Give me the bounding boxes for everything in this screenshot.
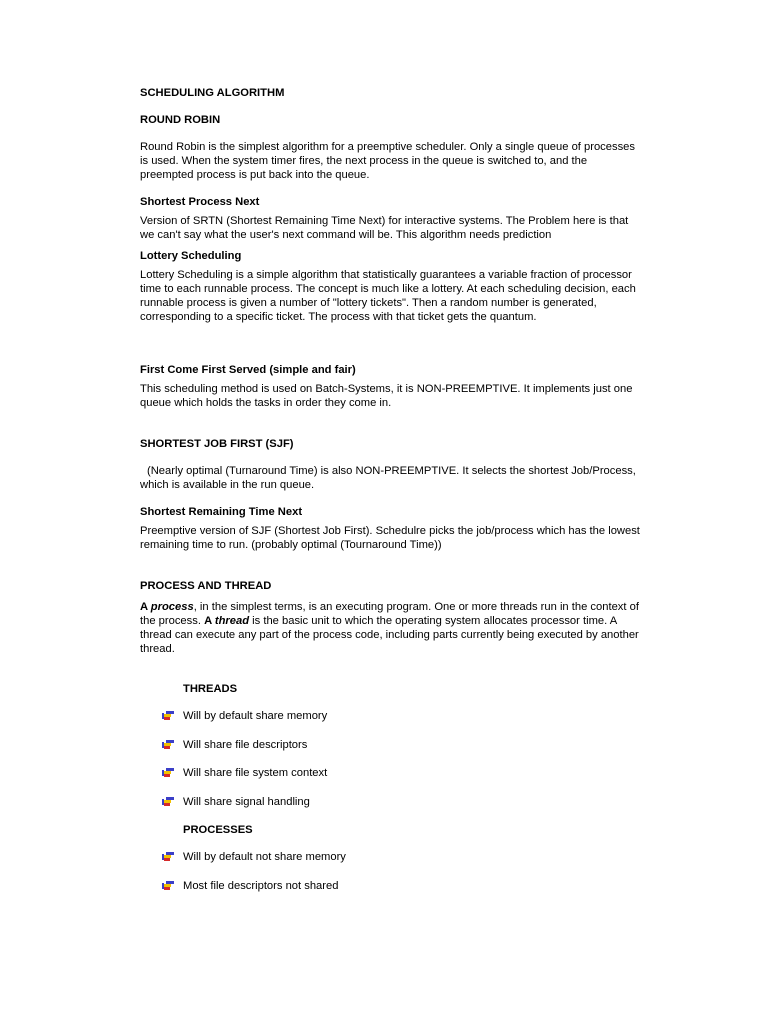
hand-pointing-right-icon — [161, 767, 175, 779]
lottery-scheduling-heading: Lottery Scheduling — [140, 250, 242, 262]
thread-definition: is the basic unit to which the operating system allocates processor time. A thread can execute any part of the process code, including parts currently being executed by another thread. — [140, 615, 639, 655]
list-item — [161, 795, 310, 809]
thread-term: thread — [214, 615, 250, 627]
list-item — [161, 850, 346, 864]
list-item — [161, 738, 307, 752]
process-item-text: Most file descriptors not shared — [183, 880, 339, 892]
hand-pointing-right-icon — [161, 739, 175, 751]
hand-pointing-right-icon — [161, 796, 175, 808]
list-item — [161, 709, 327, 723]
hand-pointing-right-icon — [161, 880, 175, 892]
process-and-thread-paragraph — [140, 600, 640, 656]
process-term: process — [150, 601, 194, 613]
fcfs-paragraph: This scheduling method is used on Batch-Systems, it is NON-PREEMPTIVE. It implements just one queue which holds the tasks in order they come in. — [140, 383, 633, 409]
processes-heading: PROCESSES — [183, 824, 253, 836]
sjf-paragraph: (Nearly optimal (Turnaround Time) is also NON-PREEMPTIVE. It selects the shortest Job/Process, which is available in the run queue. — [140, 465, 636, 491]
lottery-scheduling-paragraph: Lottery Scheduling is a simple algorithm that statistically guarantees a variable fraction of processor time to each runnable process. The concept is much like a lottery. At each scheduling decision, each runnable process is given a number of "lottery tickets". Then a random number is generated, corresponding to a specific ticket. The process with that ticket gets the quantum. — [140, 269, 636, 323]
a-process-prefix: A — [140, 601, 151, 613]
thread-item-text: Will by default share memory — [183, 710, 328, 722]
shortest-process-next-heading: Shortest Process Next — [140, 196, 260, 208]
thread-item-text: Will share file descriptors — [183, 739, 308, 751]
round-robin-heading: ROUND ROBIN — [140, 114, 221, 126]
round-robin-paragraph: Round Robin is the simplest algorithm for a preemptive scheduler. Only a single queue of processes is used. When the system timer fires, the next process in the queue is switched to, and the preempted process is put back into the queue. — [140, 141, 635, 181]
srtn-heading: Shortest Remaining Time Next — [140, 506, 303, 518]
fcfs-heading: First Come First Served (simple and fair) — [140, 364, 356, 376]
process-definition: , in the simplest terms, is an executing program. One or more threads run in the context of the process. — [140, 601, 639, 627]
srtn-paragraph: Preemptive version of SJF (Shortest Job First). Schedulre picks the job/process which has the lowest remaining time to run. (probably optimal (Tournaround Time)) — [140, 525, 640, 551]
hand-pointing-right-icon — [161, 710, 175, 722]
process-item-text: Will by default not share memory — [183, 851, 346, 863]
thread-item-text: Will share file system context — [183, 767, 328, 779]
sjf-heading: SHORTEST JOB FIRST (SJF) — [140, 438, 294, 450]
a-thread-prefix: A — [204, 615, 215, 627]
process-and-thread-heading: PROCESS AND THREAD — [140, 580, 272, 592]
threads-heading: THREADS — [183, 683, 238, 695]
doc-title: SCHEDULING ALGORITHM — [140, 87, 285, 99]
hand-pointing-right-icon — [161, 851, 175, 863]
shortest-process-next-paragraph: Version of SRTN (Shortest Remaining Time Next) for interactive systems. The Problem here is that we can't say what the user's next command will be. This algorithm needs prediction — [140, 215, 629, 241]
list-item — [161, 879, 338, 893]
thread-item-text: Will share signal handling — [183, 796, 310, 808]
list-item — [161, 766, 327, 780]
